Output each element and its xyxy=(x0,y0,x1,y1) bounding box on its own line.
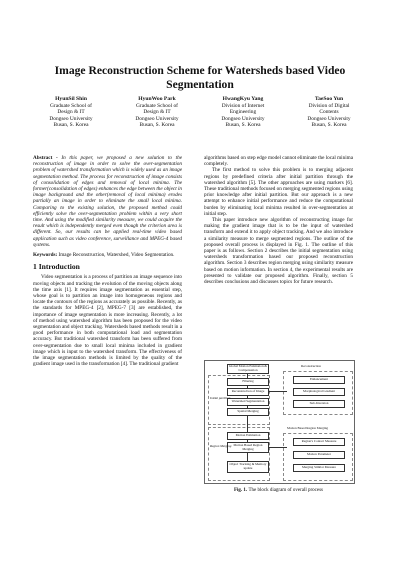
author-affiliation: Design & IT xyxy=(57,109,85,116)
reconstruction-box: Reconstruction of Image xyxy=(227,388,269,396)
author-name: HwangKyu Yang xyxy=(222,96,264,102)
keywords-label: Keywords: xyxy=(33,252,59,259)
keywords-text: Image Reconstruction, Watershed, Video Segmentation. xyxy=(58,252,175,259)
author-block xyxy=(30,96,112,129)
left-column xyxy=(33,155,182,368)
author-affiliation: Dongseo University xyxy=(49,115,93,122)
region-merging-label: Region Merging xyxy=(210,444,232,448)
author-name: HyunWoo Park xyxy=(138,96,176,102)
author-affiliation: Graduate School of xyxy=(136,102,178,109)
author-affiliation: Dongseo University xyxy=(307,115,351,122)
initial-partition-label: Initial partition xyxy=(210,396,231,400)
author-affiliation: Engineering xyxy=(229,109,257,116)
spatial-merging-box: Spatial Merging xyxy=(227,408,269,416)
author-affiliation: Division of Internet xyxy=(221,102,265,109)
section-heading: 1 Introduction xyxy=(33,262,80,272)
reconstruction-label: Reconstruction xyxy=(301,364,321,368)
region-contact-box: Region's Contact Measure xyxy=(293,438,345,446)
body-paragraph: The first method to solve this problem is to merging adjacent regions by predefined criteria after initial partition through the watershed algorithm [5]. The other approaches are using markers [6]. These traditional methods focused on merging segmented regions using prior knowledge after initial partition. But our approach is a new attempt to enhance initial performance and reduce the computational burden by eliminating local minima resulted in over-segmentation at initial step. xyxy=(204,167,353,217)
author-affiliation: Division of Digital xyxy=(308,102,350,109)
connector-line xyxy=(247,414,248,432)
author-name: TaeSoo Yun xyxy=(314,96,344,102)
enhancement-box: Enhancement xyxy=(293,376,345,384)
connector-line xyxy=(267,447,287,448)
figure-caption xyxy=(204,488,353,493)
author-block xyxy=(202,96,284,129)
author-name: HyunSil Shin xyxy=(55,96,87,102)
abstract xyxy=(33,155,182,248)
caption-text: The block diagram of overall process xyxy=(248,488,323,493)
object-tracking-box: Object Tracking & Memory update xyxy=(227,461,269,473)
figure-block-diagram xyxy=(204,360,355,484)
global-motion-box: Global Motion Estimation & Compensation xyxy=(228,364,267,372)
motion-region-merging-box: Motion Based Region Merging xyxy=(227,442,269,453)
right-column xyxy=(204,155,353,285)
author-location: Busan, S. Korea xyxy=(311,122,347,129)
author-list xyxy=(30,96,370,129)
keywords xyxy=(33,252,182,258)
author-affiliation: Dongseo University xyxy=(135,115,179,122)
abstract-text: In this paper, we proposed a new solution to the reconstruction of image in order to solve the over-segmentation problem of watershed transformation which is widely used as an image segmentation method. The process for reconstruction of image consists of consolidation of edges and removal of local minima. The former(consolidation of edges) enhances the edge between the object in image background and the other(removal of local minima) erodes partially an image in order to eliminate the small local minima. Comparing to the existing solution, the proposed method could efficiently solve the over-segmentation problem within a very short time. And using the modified similarity measure, we could acquire the result which is independently merged even though the criterion area is different. So, our results can be applied real-time video based application such as video conference, surveillance and MPEG-4 based systems. xyxy=(33,155,183,248)
abstract-label: Abstract - xyxy=(33,155,62,161)
motion-merging-label: Motion Based Region Merging xyxy=(287,426,329,430)
author-affiliation: Dongseo University xyxy=(221,115,265,122)
motion-estimation-box: Motion Estimation xyxy=(227,432,269,440)
paper-title: Image Reconstruction Scheme for Watersheds based Video Segmentation xyxy=(54,64,346,91)
watershed-box: Watershed Segmentation xyxy=(227,398,269,406)
author-location: Busan, S. Korea xyxy=(225,122,261,129)
author-block xyxy=(116,96,198,129)
author-block xyxy=(288,96,370,129)
author-affiliation: Graduate School of xyxy=(50,102,92,109)
morph-gradient-box: Morphological Gradient xyxy=(293,388,345,396)
sub-inversion-box: Sub-Inversion xyxy=(293,400,345,408)
connector-line xyxy=(267,391,287,392)
author-affiliation: Contents xyxy=(319,109,339,116)
caption-label: Fig. 1. xyxy=(233,488,249,493)
author-location: Busan, S. Korea xyxy=(53,122,89,129)
author-location: Busan, S. Korea xyxy=(139,122,175,129)
intro-paragraph: Video segmentation is a process of partition an image sequence into moving objects and tracking the evolution of the moving objects along the time axis [1]. It requires image segmentation as essential step, whose goal is to partition an image into homogeneous regions and locate the contours of the regions as accurately as possible. Recently, as the standards for MPEG-4 [2], MPEG-7 [3] are established, the importance of image segmentation is more increasing. Recently, a lot of method using watershed algorithm has been proposed for the video segmentation and object tracking. Watersheds based methods result in a good performance in both computational load and segmentation accuracy. But traditional watershed transform has been suffered from over-segmentation due to small local minima included in gradient image which is input to the watershed transform. The effectiveness of the image segmentation methods is limited by the quality of the gradient image used in the transformation [4]. The traditional gradient xyxy=(33,274,182,368)
motion-parameter-box: Motion Parameter xyxy=(293,451,345,459)
similar-measure-box: Merging Similar Measure xyxy=(293,464,345,472)
body-paragraph: This paper introduce new algorithm of reconstructing image for making the gradient image that is to be the input of watershed transform and extend it to apply object tracking. And we also introduce a similarity measure to merge segmented regions. The outline of the proposed overall process is displayed in Fig. 1. The outline of this paper is as follows. Section 2 describes the initial segmentation using watersheds transformation based our proposed reconstruction algorithm. Section 3 describes region merging using similarity measure based on motion information. In section 4, the experimental results are presented to validate our proposed algorithm. Finally, section 5 describes conclusions and discusses topics for future research. xyxy=(204,217,353,286)
filtering-box: Filtering xyxy=(227,378,269,386)
body-paragraph: algorithms based on step edge model cannot eliminate the local minima completely. xyxy=(204,155,353,168)
author-affiliation: Design & IT xyxy=(143,109,171,116)
